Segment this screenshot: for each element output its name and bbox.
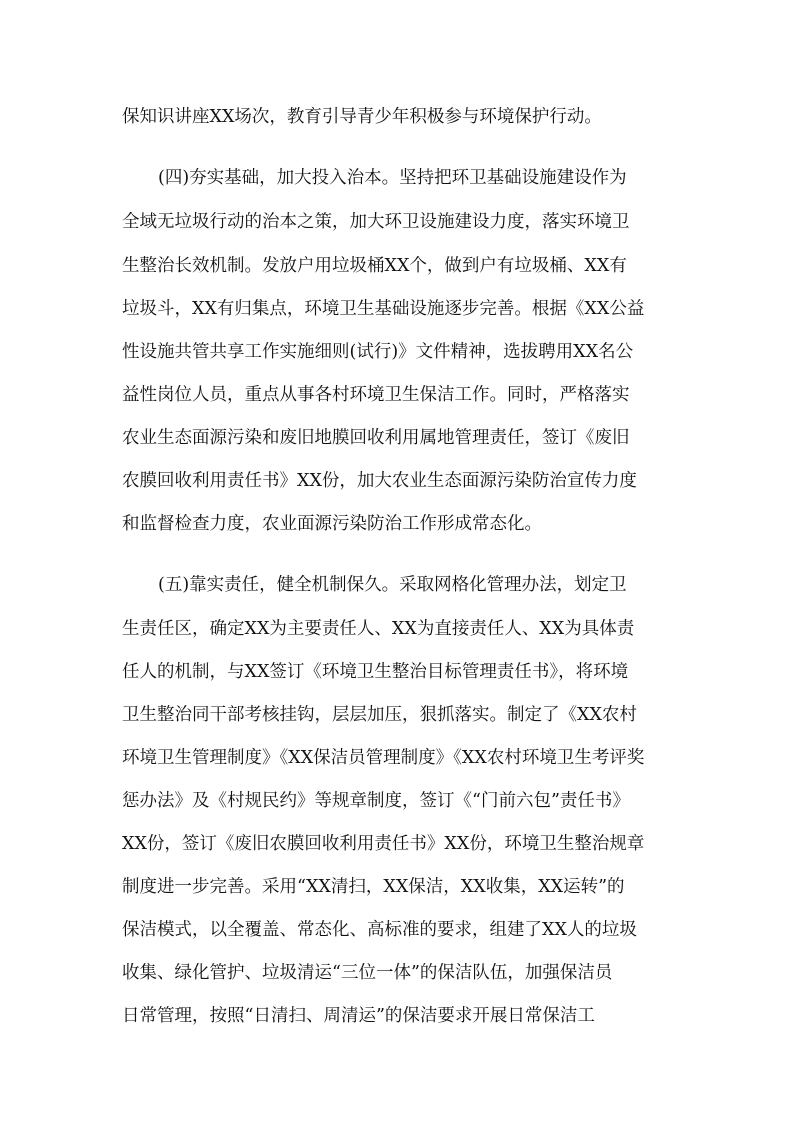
text-line: 任人的机制，与XX签订《环境卫生整治目标管理责任书》，将环境 (122, 662, 629, 682)
text-line: 日常管理，按照“日清扫、周清运”的保洁要求开展日常保洁工 (122, 1006, 595, 1026)
text-line: XX份，签订《废旧农膜回收利用责任书》XX份，环境卫生整治规章 (122, 834, 645, 854)
text-line: 保知识讲座XX场次，教育引导青少年积极参与环境保护行动。 (122, 107, 602, 127)
text-line: 保洁模式，以全覆盖、常态化、高标准的要求，组建了XX人的垃圾 (122, 920, 637, 940)
text-line: 性设施共管共享工作实施细则(试行)》文件精神，选拔聘用XX名公 (122, 342, 634, 362)
text-line: 全域无垃圾行动的治本之策，加大环卫设施建设力度，落实环境卫 (122, 212, 630, 232)
text-line: 收集、绿化管护、垃圾清运“三位一体”的保洁队伍，加强保洁员 (122, 963, 613, 983)
text-line: 垃圾斗，XX有归集点，环境卫生基础设施逐步完善。根据《XX公益 (122, 299, 645, 319)
section-five-heading-line: (五)靠实责任，健全机制保久。采取网格化管理办法，划定卫 (158, 575, 627, 595)
text-line: 益性岗位人员，重点从事各村环境卫生保洁工作。同时，严格落实 (122, 385, 630, 405)
text-line: 制度进一步完善。采用“XX清扫，XX保洁，XX收集，XX运转”的 (122, 877, 625, 897)
text-line: 农业生态面源污染和废旧地膜回收利用属地管理责任，签订《废旧 (122, 428, 630, 448)
text-line: 环境卫生管理制度》《XX保洁员管理制度》《XX农村环境卫生考评奖 (122, 748, 645, 768)
text-line: 生责任区，确定XX为主要责任人、XX为直接责任人、XX为具体责 (122, 619, 635, 639)
section-four-heading-line: (四)夯实基础，加大投入治本。坚持把环卫基础设施建设作为 (158, 168, 627, 188)
text-line: 农膜回收利用责任书》XX份，加大农业生态面源污染防治宣传力度 (122, 471, 637, 491)
text-line: 惩办法》及《村规民约》等规章制度，签订《“门前六包”责任书》 (122, 791, 630, 811)
text-line: 和监督检查力度，农业面源污染防治工作形成常态化。 (122, 514, 542, 534)
text-line: 卫生整治同干部考核挂钩，层层加压，狠抓落实。制定了《XX农村 (122, 705, 637, 725)
text-line: 生整治长效机制。发放户用垃圾桶XX个，做到户有垃圾桶、XX有 (122, 256, 627, 276)
